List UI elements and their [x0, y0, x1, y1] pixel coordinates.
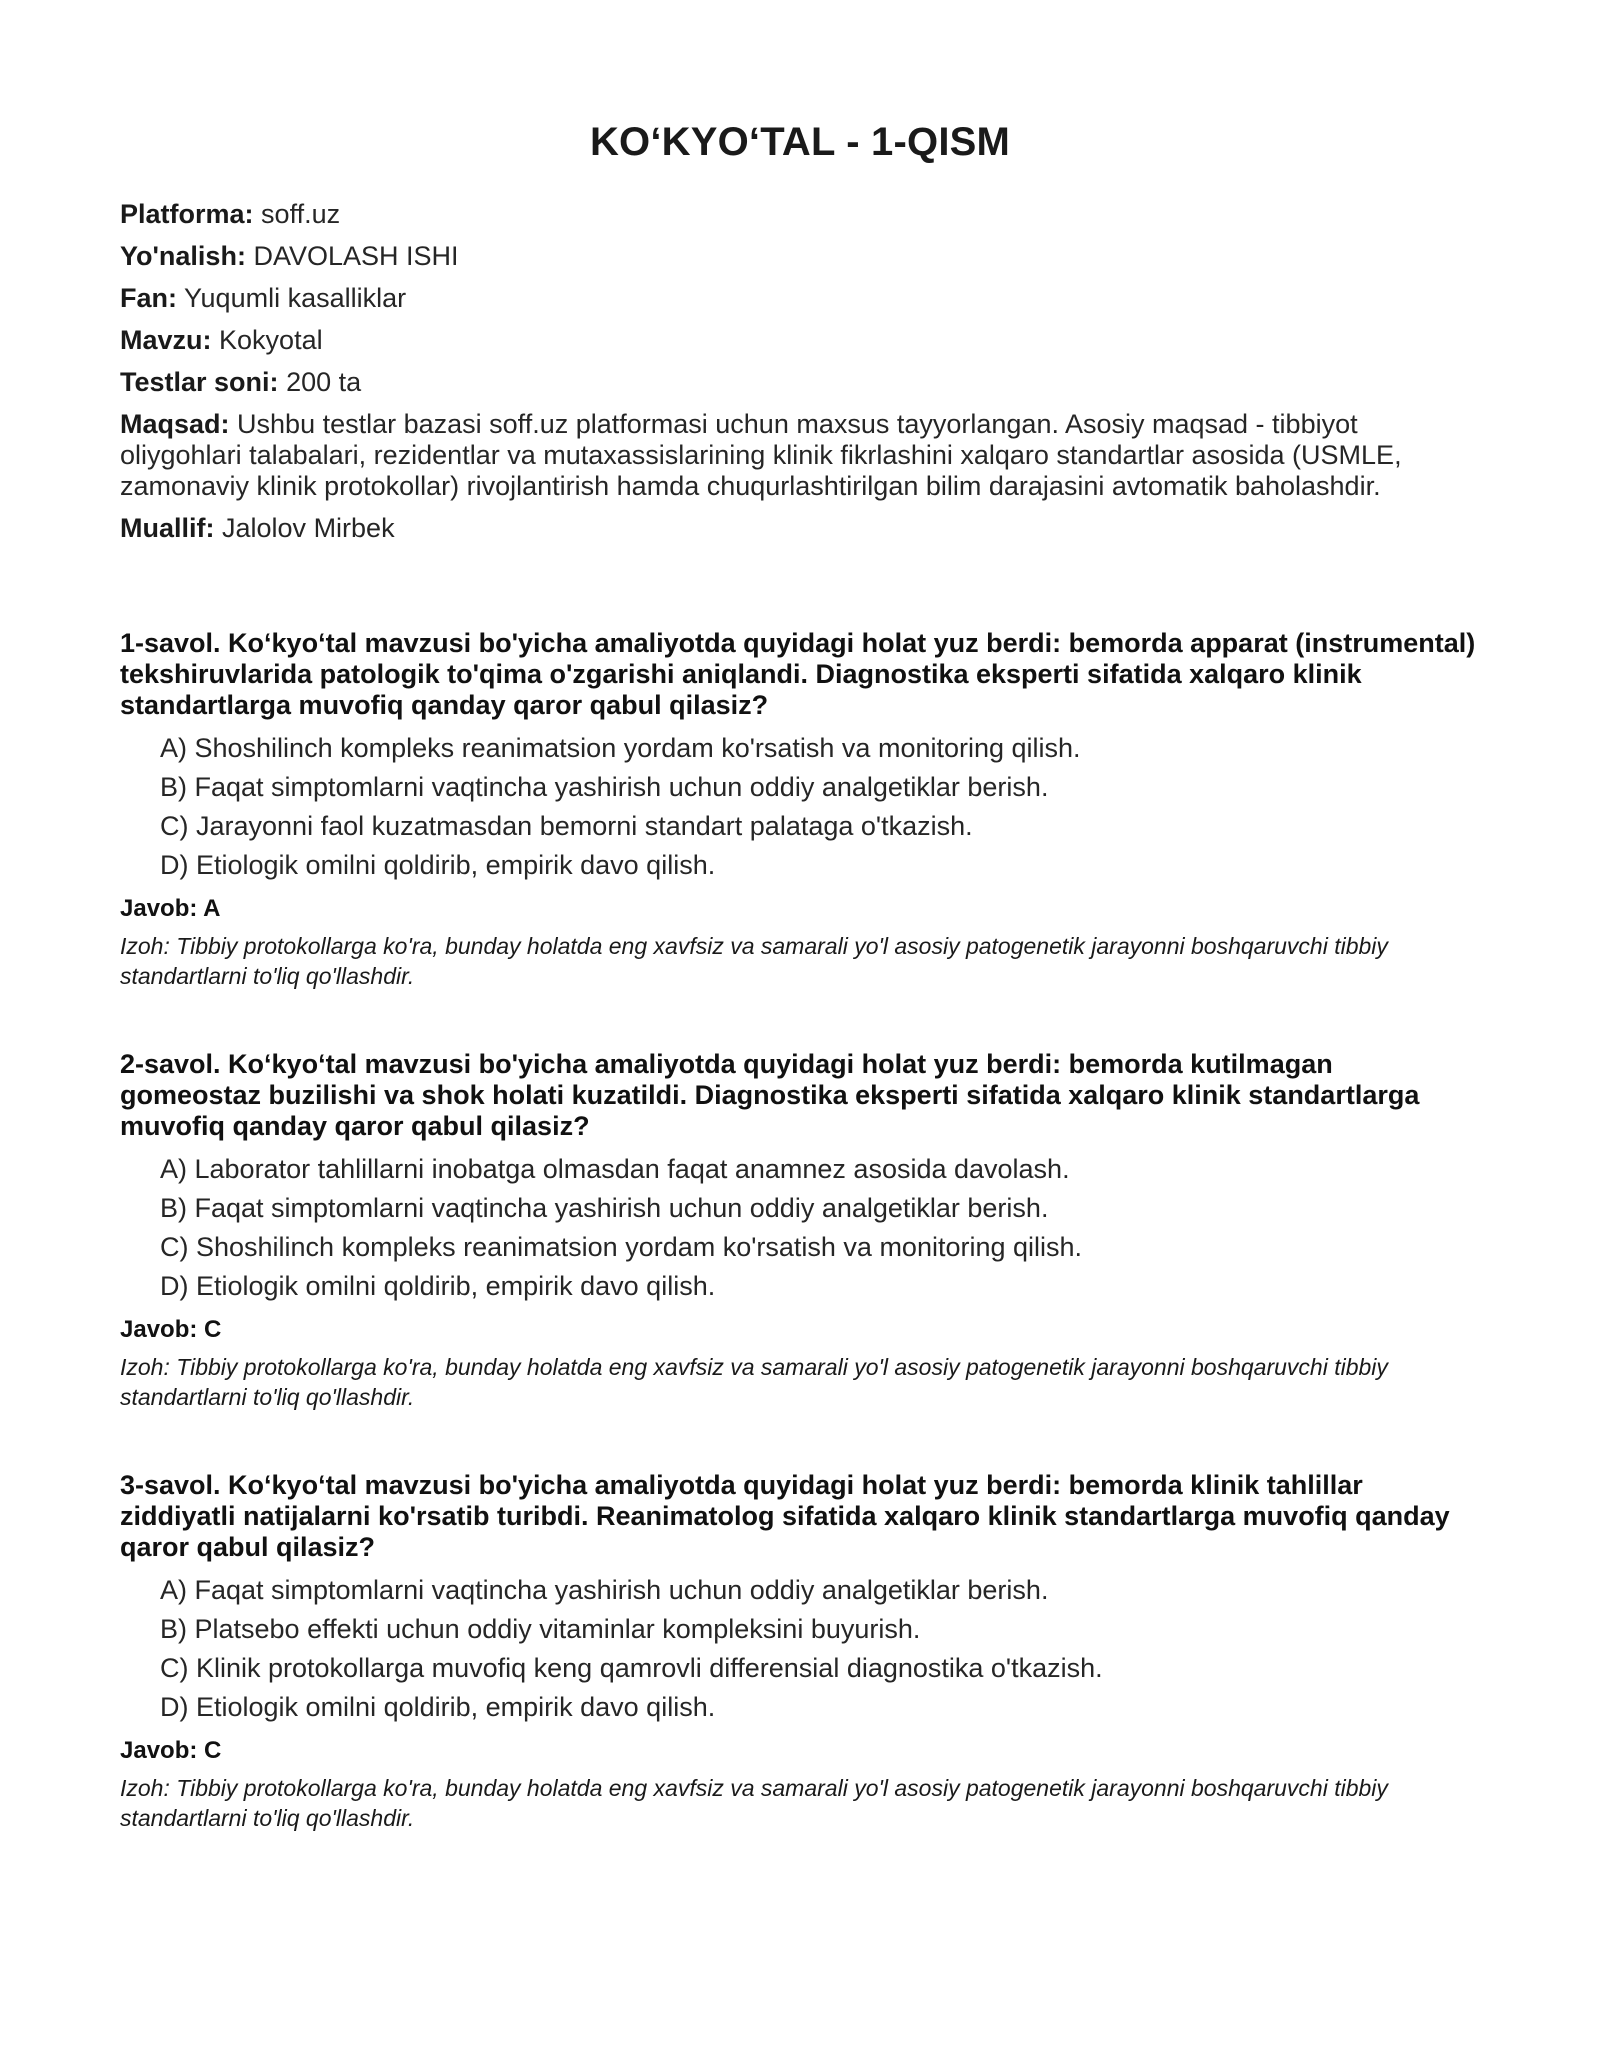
meta-subject [120, 283, 1480, 314]
document-title: KO‘KYO‘TAL - 1-QISM [589, 120, 1011, 164]
meta-platform [120, 199, 1480, 230]
question-text: 3-savol. Ko‘kyo‘tal mavzusi bo'yicha amaliyotda quyidagi holat yuz berdi: bemorda klinik tahlillar ziddiyatli natijalarni ko'rsatib turibdi. Reanimatolog sifatida xalqaro klinik standartlarga muvofiq qanday qaror qabul qilasiz? [120, 1470, 1450, 1562]
option-d: D) Etiologik omilni qoldirib, empirik davo qilish. [160, 1271, 716, 1301]
document-meta [120, 199, 1480, 544]
document-page [120, 120, 1480, 1891]
option-a: A) Faqat simptomlarni vaqtincha yashirish uchun oddiy analgetiklar berish. [160, 1575, 1049, 1605]
option-c: C) Shoshilinch kompleks reanimatsion yordam ko'rsatish va monitoring qilish. [160, 1232, 1083, 1262]
meta-value: Ushbu testlar bazasi soff.uz platformasi uchun maxsus tayyorlangan. Asosiy maqsad - tibbiyot oliygohlari talabalari, rezidentlar va mutaxassislarining klinik fikrlashini xalqaro standartlar asosida (USMLE, zamonaviy klinik protokollar) rivojlantirish hamda chuqurlashtirilgan bilim darajasini avtomatik baholashdir. [120, 409, 1402, 501]
meta-label: Mavzu: [120, 325, 212, 355]
question-text: 2-savol. Ko‘kyo‘tal mavzusi bo'yicha amaliyotda quyidagi holat yuz berdi: bemorda kutilmagan gomeostaz buzilishi va shok holati kuzatildi. Diagnostika eksperti sifatida xalqaro klinik standartlarga muvofiq qanday qaror qabul qilasiz? [120, 1049, 1420, 1141]
meta-value: Kokyotal [219, 325, 323, 355]
correct-answer: Javob: A [120, 895, 221, 922]
question-list [120, 628, 1480, 1833]
answer-options [120, 1575, 1480, 1723]
option-b: B) Platsebo effekti uchun oddiy vitaminlar kompleksini buyurish. [160, 1614, 921, 1644]
meta-value: Yuqumli kasalliklar [184, 283, 407, 313]
meta-label: Yo'nalish: [120, 241, 246, 271]
question-block [120, 1470, 1480, 1833]
option-d: D) Etiologik omilni qoldirib, empirik davo qilish. [160, 1692, 716, 1722]
answer-options [120, 733, 1480, 881]
option-a: A) Shoshilinch kompleks reanimatsion yordam ko'rsatish va monitoring qilish. [160, 733, 1081, 763]
question-text: 1-savol. Ko‘kyo‘tal mavzusi bo'yicha amaliyotda quyidagi holat yuz berdi: bemorda apparat (instrumental) tekshiruvlarida patologik to'qima o'zgarishi aniqlandi. Diagnostika eksperti sifatida xalqaro klinik standartlarga muvofiq qanday qaror qabul qilasiz? [120, 628, 1476, 720]
option-c: C) Klinik protokollarga muvofiq keng qamrovli differensial diagnostika o'tkazish. [160, 1653, 1103, 1683]
answer-options [120, 1154, 1480, 1302]
meta-purpose [120, 409, 1480, 502]
option-b: B) Faqat simptomlarni vaqtincha yashirish uchun oddiy analgetiklar berish. [160, 1193, 1049, 1223]
correct-answer: Javob: C [120, 1316, 222, 1343]
answer-explanation: Izoh: Tibbiy protokollarga ko'ra, bunday holatda eng xavfsiz va samarali yo'l asosiy patogenetik jarayonni boshqaruvchi tibbiy standartlarni to'liq qo'llashdir. [120, 1775, 1388, 1831]
meta-label: Testlar soni: [120, 367, 279, 397]
meta-value: 200 ta [286, 367, 362, 397]
meta-value: DAVOLASH ISHI [253, 241, 459, 271]
question-block [120, 1049, 1480, 1412]
meta-label: Fan: [120, 283, 177, 313]
meta-direction [120, 241, 1480, 272]
meta-label: Muallif: [120, 513, 215, 543]
answer-explanation: Izoh: Tibbiy protokollarga ko'ra, bunday holatda eng xavfsiz va samarali yo'l asosiy patogenetik jarayonni boshqaruvchi tibbiy standartlarni to'liq qo'llashdir. [120, 933, 1388, 989]
correct-answer: Javob: C [120, 1737, 222, 1764]
option-b: B) Faqat simptomlarni vaqtincha yashirish uchun oddiy analgetiklar berish. [160, 772, 1049, 802]
option-a: A) Laborator tahlillarni inobatga olmasdan faqat anamnez asosida davolash. [160, 1154, 1070, 1184]
meta-label: Maqsad: [120, 409, 230, 439]
meta-topic [120, 325, 1480, 356]
option-d: D) Etiologik omilni qoldirib, empirik davo qilish. [160, 850, 716, 880]
meta-test-count [120, 367, 1480, 398]
option-c: C) Jarayonni faol kuzatmasdan bemorni standart palataga o'tkazish. [160, 811, 973, 841]
answer-explanation: Izoh: Tibbiy protokollarga ko'ra, bunday holatda eng xavfsiz va samarali yo'l asosiy patogenetik jarayonni boshqaruvchi tibbiy standartlarni to'liq qo'llashdir. [120, 1354, 1388, 1410]
meta-label: Platforma: [120, 199, 254, 229]
question-block [120, 628, 1480, 991]
meta-value: Jalolov Mirbek [222, 513, 395, 543]
meta-author [120, 513, 1480, 544]
meta-value: soff.uz [261, 199, 341, 229]
